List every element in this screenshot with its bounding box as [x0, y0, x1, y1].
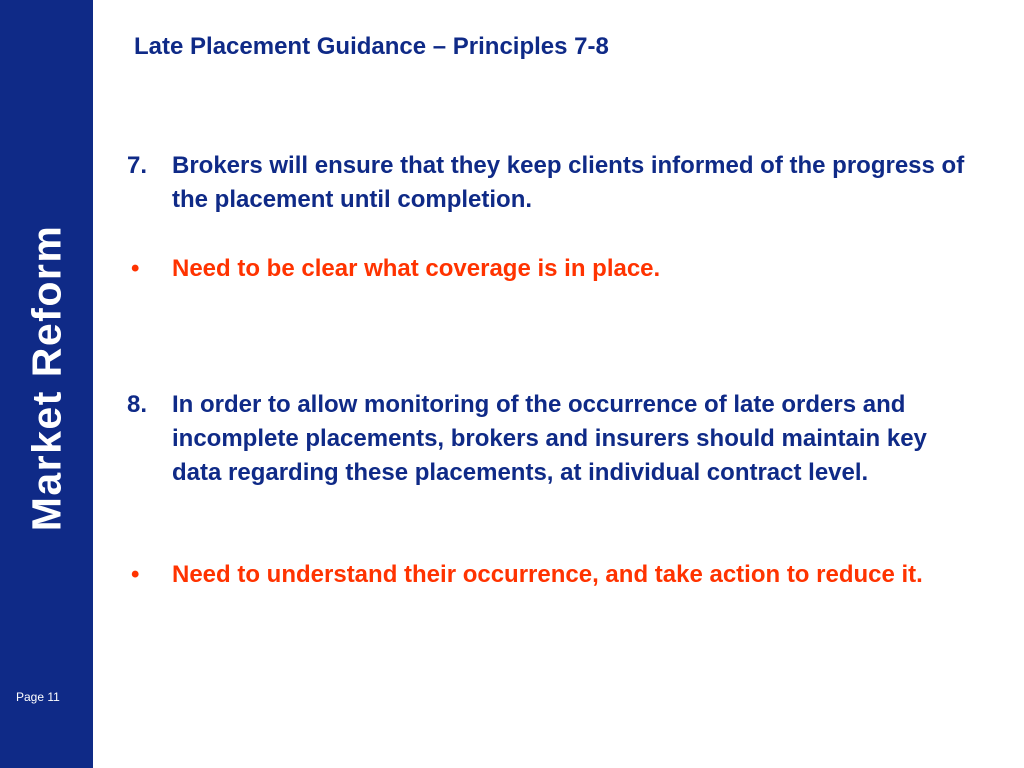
principle-8-text: In order to allow monitoring of the occurrence of late orders and incomplete placements, brokers and insurers should maintain key data regarding these placements, at individual contract level.	[172, 391, 927, 486]
principle-8-number: 8.	[127, 391, 148, 418]
principle-8-note-text: Need to understand their occurrence, and take action to reduce it.	[172, 561, 923, 588]
principle-7-note-text: Need to be clear what coverage is in place.	[172, 255, 661, 282]
principle-7	[127, 149, 967, 217]
principle-8	[127, 388, 967, 490]
principle-7-note	[127, 252, 967, 286]
principle-7-number: 7.	[127, 152, 148, 179]
principle-7-text: Brokers will ensure that they keep clients informed of the progress of the placement until completion.	[172, 152, 965, 213]
page-number: Page 11	[16, 690, 60, 704]
principle-8-note	[127, 558, 967, 592]
bullet-icon: •	[131, 561, 140, 588]
sidebar	[0, 0, 93, 768]
brand-label: Market Reform	[23, 224, 70, 532]
slide-title: Late Placement Guidance – Principles 7-8	[134, 33, 609, 60]
bullet-icon: •	[131, 255, 140, 282]
